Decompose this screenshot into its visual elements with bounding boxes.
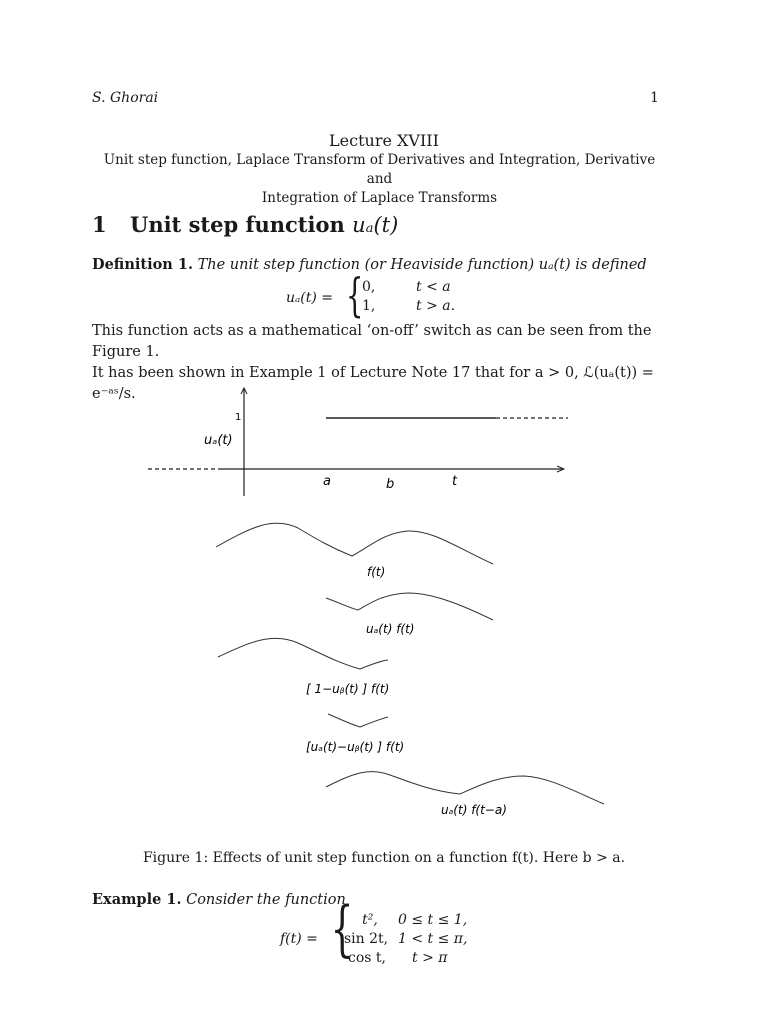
example-label: Example 1. bbox=[92, 891, 182, 908]
y-tick-one: 1 bbox=[235, 412, 242, 423]
example-row1-cond: 0 ≤ t ≤ 1, bbox=[398, 912, 468, 928]
curve-ua-minus-ub-f bbox=[328, 714, 388, 727]
curve-ua-f bbox=[326, 593, 493, 620]
figure-caption: Figure 1: Effects of unit step function on a function f(t). Here b > a. bbox=[142, 850, 626, 866]
curve-ua-f-shifted bbox=[326, 772, 604, 804]
definition-lhs: uₐ(t) = bbox=[286, 290, 334, 306]
x-label-b: b bbox=[386, 477, 395, 492]
label-curve-ua-minus-ub-f: [uₐ(t)−uᵦ(t) ] f(t) bbox=[306, 740, 405, 754]
definition-case1-value: 0, bbox=[362, 279, 376, 295]
x-label-t: t bbox=[452, 474, 458, 489]
label-curve-ua-f: uₐ(t) f(t) bbox=[366, 622, 415, 636]
example-row3-cond: t > π bbox=[412, 950, 448, 966]
example-row2-cond: 1 < t ≤ π, bbox=[398, 931, 468, 947]
definition-case2-value: 1, bbox=[362, 298, 376, 314]
label-curve-f: f(t) bbox=[367, 565, 386, 579]
y-axis-label: uₐ(t) bbox=[204, 433, 233, 448]
lecture-title: Lecture XVIII bbox=[329, 131, 439, 150]
example-row1-value: t², bbox=[362, 912, 378, 928]
label-curve-one-minus-ub-f: [ 1−uᵦ(t) ] f(t) bbox=[306, 682, 390, 696]
x-label-a: a bbox=[323, 474, 331, 489]
label-curve-ua-f-shifted: uₐ(t) f(t−a) bbox=[441, 803, 507, 817]
definition-case1-cond: t < a bbox=[416, 279, 451, 295]
lecture-subtitle-line1: Unit step function, Laplace Transform of Derivatives and Integration, Derivative and bbox=[103, 152, 656, 187]
section-number: 1 bbox=[92, 212, 107, 237]
example-lhs: f(t) = bbox=[280, 931, 318, 947]
curve-one-minus-ub-f bbox=[218, 638, 388, 669]
section-title: Unit step function bbox=[130, 212, 345, 237]
definition-case2-cond: t > a. bbox=[416, 298, 456, 314]
lecture-subtitle-line2: Integration of Laplace Transforms bbox=[261, 190, 498, 206]
definition-text: The unit step function (or Heaviside function) uₐ(t) is defined bbox=[197, 257, 647, 273]
definition-label: Definition 1. bbox=[92, 256, 193, 273]
definition-brace: { bbox=[345, 268, 364, 322]
running-header-author: S. Ghorai bbox=[92, 90, 159, 106]
section-math: uₐ(t) bbox=[352, 213, 399, 237]
example-row2-value: sin 2t, bbox=[344, 931, 389, 947]
example-brace: { bbox=[330, 894, 354, 964]
body-paragraph-line1: This function acts as a mathematical ‘on-off’ switch as can be seen from the Figure 1. bbox=[92, 323, 652, 360]
curve-f bbox=[216, 523, 493, 564]
example-row3-value: cos t, bbox=[348, 950, 386, 966]
page-number: 1 bbox=[650, 90, 659, 106]
example-text: Consider the function bbox=[186, 892, 346, 908]
example-line bbox=[92, 889, 672, 911]
body-paragraph-line2: It has been shown in Example 1 of Lecture Note 17 that for a > 0, ℒ(uₐ(t)) = e⁻ᵃˢ/s. bbox=[92, 365, 654, 402]
